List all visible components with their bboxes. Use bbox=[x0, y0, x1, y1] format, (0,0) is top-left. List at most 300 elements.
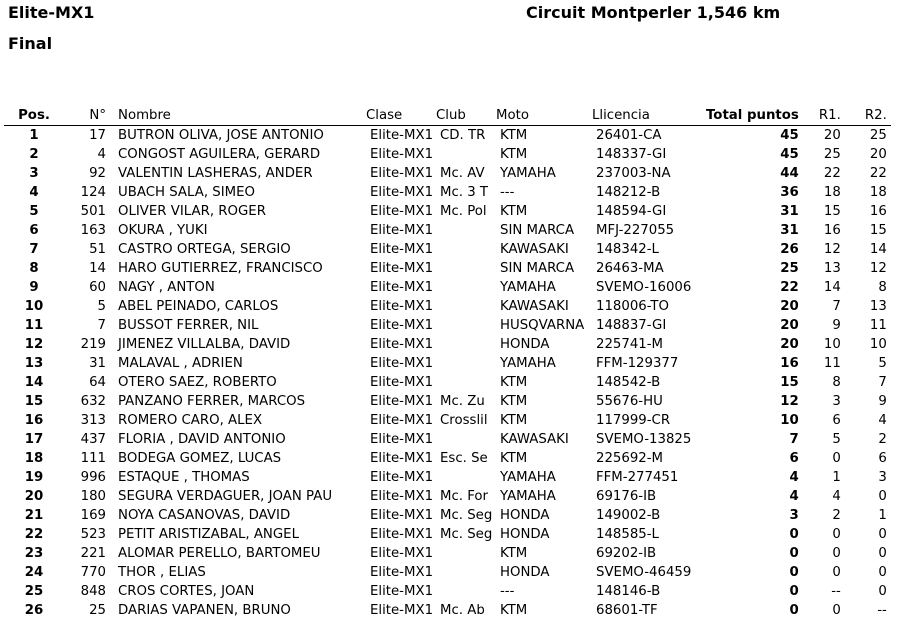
cell-num: 64 bbox=[89, 375, 106, 390]
cell-name: ALOMAR PERELLO, BARTOMEU bbox=[118, 546, 321, 561]
cell-pos: 25 bbox=[24, 584, 44, 599]
cell-pos: 5 bbox=[29, 204, 39, 219]
table-row bbox=[4, 392, 891, 411]
cell-name: DARIAS VAPANEN, BRUNO bbox=[118, 603, 291, 618]
cell-clase: Elite-MX1 bbox=[370, 394, 434, 409]
cell-r2: 8 bbox=[878, 280, 887, 295]
cell-pos: 13 bbox=[24, 356, 44, 371]
cell-num: 14 bbox=[89, 261, 106, 276]
col-licencia: Llicencia bbox=[592, 106, 706, 126]
cell-club: Mc. Ab bbox=[440, 603, 485, 618]
cell-licencia: 148585-L bbox=[596, 527, 659, 542]
cell-pos: 6 bbox=[29, 223, 39, 238]
cell-club bbox=[436, 468, 496, 487]
cell-licencia: SVEMO-46459 bbox=[596, 565, 692, 580]
cell-name: ROMERO CARO, ALEX bbox=[118, 413, 263, 428]
table-row bbox=[4, 449, 891, 468]
table-row bbox=[4, 506, 891, 525]
cell-r2: 20 bbox=[869, 147, 887, 162]
cell-club: CD. TR bbox=[440, 128, 486, 143]
cell-num: 124 bbox=[80, 185, 106, 200]
cell-pos: 14 bbox=[24, 375, 44, 390]
cell-r2: 0 bbox=[878, 584, 887, 599]
cell-moto: KTM bbox=[500, 603, 528, 618]
cell-club bbox=[436, 563, 496, 582]
cell-moto: --- bbox=[500, 185, 515, 200]
cell-total: 16 bbox=[780, 356, 799, 371]
cell-moto: YAMAHA bbox=[500, 166, 556, 181]
cell-clase: Elite-MX1 bbox=[370, 204, 434, 219]
cell-pos: 12 bbox=[24, 337, 44, 352]
cell-num: 60 bbox=[89, 280, 106, 295]
table-row bbox=[4, 411, 891, 430]
cell-total: 20 bbox=[780, 337, 799, 352]
col-name: Nombre bbox=[114, 106, 366, 126]
cell-total: 22 bbox=[780, 280, 799, 295]
cell-club bbox=[436, 240, 496, 259]
cell-r1: 0 bbox=[832, 527, 841, 542]
cell-licencia: 225692-M bbox=[596, 451, 664, 466]
cell-moto: YAMAHA bbox=[500, 489, 556, 504]
cell-club bbox=[436, 145, 496, 164]
results-table-header bbox=[4, 106, 891, 126]
cell-name: ESTAQUE , THOMAS bbox=[118, 470, 250, 485]
cell-name: BUTRON OLIVA, JOSE ANTONIO bbox=[118, 128, 324, 143]
cell-licencia: 148837-GI bbox=[596, 318, 667, 333]
cell-total: 4 bbox=[789, 470, 799, 485]
cell-licencia: 26463-MA bbox=[596, 261, 664, 276]
cell-total: 12 bbox=[780, 394, 799, 409]
cell-r1: 11 bbox=[823, 356, 841, 371]
cell-total: 45 bbox=[780, 128, 799, 143]
cell-r1: 5 bbox=[832, 432, 841, 447]
cell-licencia: 149002-B bbox=[596, 508, 661, 523]
cell-r2: 11 bbox=[869, 318, 887, 333]
cell-pos: 7 bbox=[29, 242, 39, 257]
cell-name: CROS CORTES, JOAN bbox=[118, 584, 255, 599]
cell-licencia: 148212-B bbox=[596, 185, 661, 200]
cell-total: 0 bbox=[789, 546, 799, 561]
col-club: Club bbox=[436, 106, 496, 126]
table-row bbox=[4, 601, 891, 620]
cell-moto: KTM bbox=[500, 204, 528, 219]
cell-pos: 19 bbox=[24, 470, 44, 485]
cell-club: Mc. Seg bbox=[440, 508, 493, 523]
cell-licencia: MFJ-227055 bbox=[596, 223, 675, 238]
cell-total: 45 bbox=[780, 147, 799, 162]
cell-moto: SIN MARCA bbox=[500, 223, 575, 238]
cell-num: 51 bbox=[89, 242, 106, 257]
cell-club bbox=[436, 297, 496, 316]
cell-num: 313 bbox=[80, 413, 106, 428]
cell-r1: 0 bbox=[832, 451, 841, 466]
cell-name: PETIT ARISTIZABAL, ANGEL bbox=[118, 527, 299, 542]
cell-club bbox=[436, 221, 496, 240]
cell-moto: --- bbox=[500, 584, 515, 599]
table-row bbox=[4, 221, 891, 240]
cell-total: 4 bbox=[789, 489, 799, 504]
cell-r1: 0 bbox=[832, 603, 841, 618]
cell-licencia: 117999-CR bbox=[596, 413, 671, 428]
cell-r1: 0 bbox=[832, 565, 841, 580]
cell-moto: YAMAHA bbox=[500, 280, 556, 295]
results-table-body bbox=[4, 126, 891, 621]
cell-name: CONGOST AGUILERA, GERARD bbox=[118, 147, 321, 162]
cell-total: 44 bbox=[780, 166, 799, 181]
cell-r2: 6 bbox=[878, 451, 887, 466]
cell-r1: 10 bbox=[823, 337, 841, 352]
cell-total: 20 bbox=[780, 318, 799, 333]
cell-licencia: 148594-GI bbox=[596, 204, 667, 219]
col-r2: R2. bbox=[845, 106, 891, 126]
circuit-title: Circuit Montperler 1,546 km bbox=[526, 3, 781, 22]
cell-r1: 13 bbox=[823, 261, 841, 276]
cell-moto: SIN MARCA bbox=[500, 261, 575, 276]
cell-clase: Elite-MX1 bbox=[370, 318, 434, 333]
cell-r1: 18 bbox=[823, 185, 841, 200]
cell-club bbox=[436, 373, 496, 392]
cell-clase: Elite-MX1 bbox=[370, 147, 434, 162]
cell-num: 17 bbox=[89, 128, 106, 143]
col-total: Total puntos bbox=[706, 106, 799, 126]
cell-r2: -- bbox=[877, 603, 887, 618]
cell-total: 0 bbox=[789, 565, 799, 580]
cell-num: 848 bbox=[80, 584, 106, 599]
cell-moto: YAMAHA bbox=[500, 356, 556, 371]
cell-clase: Elite-MX1 bbox=[370, 223, 434, 238]
cell-moto: KTM bbox=[500, 128, 528, 143]
table-row bbox=[4, 525, 891, 544]
cell-licencia: 118006-TO bbox=[596, 299, 669, 314]
cell-r1: 4 bbox=[832, 489, 841, 504]
cell-pos: 24 bbox=[24, 565, 44, 580]
table-row bbox=[4, 164, 891, 183]
cell-club: Mc. AV bbox=[440, 166, 485, 181]
cell-pos: 23 bbox=[24, 546, 44, 561]
cell-club bbox=[436, 430, 496, 449]
cell-pos: 26 bbox=[24, 603, 44, 618]
cell-num: 92 bbox=[89, 166, 106, 181]
cell-total: 0 bbox=[789, 603, 799, 618]
table-row bbox=[4, 316, 891, 335]
table-row bbox=[4, 487, 891, 506]
cell-r1: 7 bbox=[832, 299, 841, 314]
cell-name: UBACH SALA, SIMEO bbox=[118, 185, 255, 200]
cell-clase: Elite-MX1 bbox=[370, 299, 434, 314]
cell-r1: 16 bbox=[823, 223, 841, 238]
cell-r2: 22 bbox=[869, 166, 887, 181]
table-row bbox=[4, 354, 891, 373]
cell-r2: 14 bbox=[869, 242, 887, 257]
cell-clase: Elite-MX1 bbox=[370, 603, 434, 618]
cell-r2: 2 bbox=[878, 432, 887, 447]
cell-club: Crosslil bbox=[440, 413, 488, 428]
cell-name: ABEL PEINADO, CARLOS bbox=[118, 299, 279, 314]
cell-clase: Elite-MX1 bbox=[370, 242, 434, 257]
cell-pos: 16 bbox=[24, 413, 44, 428]
cell-licencia: SVEMO-13825 bbox=[596, 432, 692, 447]
cell-r2: 0 bbox=[878, 546, 887, 561]
table-row bbox=[4, 335, 891, 354]
cell-r2: 0 bbox=[878, 565, 887, 580]
cell-clase: Elite-MX1 bbox=[370, 185, 434, 200]
cell-pos: 9 bbox=[29, 280, 39, 295]
col-num: N° bbox=[64, 106, 114, 126]
cell-num: 111 bbox=[80, 451, 106, 466]
cell-moto: YAMAHA bbox=[500, 470, 556, 485]
cell-total: 7 bbox=[789, 432, 799, 447]
cell-licencia: 26401-CA bbox=[596, 128, 662, 143]
cell-clase: Elite-MX1 bbox=[370, 166, 434, 181]
cell-r1: 9 bbox=[832, 318, 841, 333]
cell-pos: 22 bbox=[24, 527, 44, 542]
cell-club: Mc. Seg bbox=[440, 527, 493, 542]
cell-club bbox=[436, 335, 496, 354]
col-clase: Clase bbox=[366, 106, 436, 126]
cell-name: OKURA , YUKI bbox=[118, 223, 208, 238]
cell-pos: 11 bbox=[24, 318, 44, 333]
cell-club: Mc. 3 T bbox=[440, 185, 489, 200]
cell-total: 26 bbox=[780, 242, 799, 257]
cell-num: 996 bbox=[80, 470, 106, 485]
cell-name: CASTRO ORTEGA, SERGIO bbox=[118, 242, 291, 257]
cell-r2: 0 bbox=[878, 527, 887, 542]
cell-licencia: 55676-HU bbox=[596, 394, 663, 409]
cell-club bbox=[436, 259, 496, 278]
cell-num: 219 bbox=[80, 337, 106, 352]
cell-r1: 14 bbox=[823, 280, 841, 295]
cell-total: 0 bbox=[789, 527, 799, 542]
table-row bbox=[4, 183, 891, 202]
cell-clase: Elite-MX1 bbox=[370, 128, 434, 143]
cell-r2: 1 bbox=[878, 508, 887, 523]
cell-moto: HONDA bbox=[500, 508, 550, 523]
cell-pos: 8 bbox=[29, 261, 39, 276]
cell-licencia: 237003-NA bbox=[596, 166, 671, 181]
cell-club: Mc. Zu bbox=[440, 394, 485, 409]
cell-club: Esc. Se bbox=[440, 451, 488, 466]
table-row bbox=[4, 126, 891, 146]
stage-title: Final bbox=[8, 34, 53, 53]
cell-club bbox=[436, 278, 496, 297]
cell-name: PANZANO FERRER, MARCOS bbox=[118, 394, 306, 409]
cell-total: 3 bbox=[789, 508, 799, 523]
cell-r1: 15 bbox=[823, 204, 841, 219]
cell-clase: Elite-MX1 bbox=[370, 527, 434, 542]
cell-name: OTERO SAEZ, ROBERTO bbox=[118, 375, 277, 390]
cell-r1: 6 bbox=[832, 413, 841, 428]
cell-total: 6 bbox=[789, 451, 799, 466]
cell-name: SEGURA VERDAGUER, JOAN PAU bbox=[118, 489, 333, 504]
cell-total: 36 bbox=[780, 185, 799, 200]
table-row bbox=[4, 544, 891, 563]
cell-moto: KAWASAKI bbox=[500, 299, 569, 314]
cell-r1: 20 bbox=[823, 128, 841, 143]
results-table bbox=[4, 106, 891, 620]
cell-total: 31 bbox=[780, 204, 799, 219]
cell-clase: Elite-MX1 bbox=[370, 508, 434, 523]
cell-num: 169 bbox=[80, 508, 106, 523]
cell-r2: 15 bbox=[869, 223, 887, 238]
cell-r1: 25 bbox=[823, 147, 841, 162]
cell-moto: KTM bbox=[500, 546, 528, 561]
header-row bbox=[4, 106, 891, 126]
cell-num: 31 bbox=[89, 356, 106, 371]
cell-r2: 18 bbox=[869, 185, 887, 200]
col-moto: Moto bbox=[496, 106, 592, 126]
cell-total: 31 bbox=[780, 223, 799, 238]
cell-moto: KTM bbox=[500, 451, 528, 466]
cell-total: 25 bbox=[780, 261, 799, 276]
cell-num: 221 bbox=[80, 546, 106, 561]
cell-clase: Elite-MX1 bbox=[370, 261, 434, 276]
cell-total: 20 bbox=[780, 299, 799, 314]
cell-name: BODEGA GOMEZ, LUCAS bbox=[118, 451, 282, 466]
cell-pos: 2 bbox=[29, 147, 39, 162]
cell-licencia: 68601-TF bbox=[596, 603, 658, 618]
cell-total: 0 bbox=[789, 584, 799, 599]
cell-licencia: 148146-B bbox=[596, 584, 661, 599]
table-row bbox=[4, 259, 891, 278]
table-row bbox=[4, 582, 891, 601]
cell-clase: Elite-MX1 bbox=[370, 337, 434, 352]
cell-club bbox=[436, 582, 496, 601]
cell-r2: 4 bbox=[878, 413, 887, 428]
cell-r1: 0 bbox=[832, 546, 841, 561]
col-r1: R1. bbox=[799, 106, 845, 126]
cell-clase: Elite-MX1 bbox=[370, 584, 434, 599]
cell-moto: KAWASAKI bbox=[500, 432, 569, 447]
cell-pos: 15 bbox=[24, 394, 44, 409]
cell-club bbox=[436, 544, 496, 563]
cell-licencia: SVEMO-16006 bbox=[596, 280, 692, 295]
cell-licencia: FFM-129377 bbox=[596, 356, 679, 371]
cell-club bbox=[436, 316, 496, 335]
cell-licencia: 225741-M bbox=[596, 337, 664, 352]
cell-num: 501 bbox=[80, 204, 106, 219]
cell-name: NAGY , ANTON bbox=[118, 280, 215, 295]
cell-clase: Elite-MX1 bbox=[370, 451, 434, 466]
cell-moto: KTM bbox=[500, 375, 528, 390]
cell-clase: Elite-MX1 bbox=[370, 432, 434, 447]
cell-clase: Elite-MX1 bbox=[370, 470, 434, 485]
cell-licencia: 148337-GI bbox=[596, 147, 667, 162]
table-row bbox=[4, 430, 891, 449]
cell-clase: Elite-MX1 bbox=[370, 356, 434, 371]
cell-licencia: 69202-IB bbox=[596, 546, 657, 561]
table-row bbox=[4, 373, 891, 392]
cell-pos: 17 bbox=[24, 432, 44, 447]
cell-pos: 4 bbox=[29, 185, 39, 200]
cell-name: JIMENEZ VILLALBA, DAVID bbox=[118, 337, 291, 352]
cell-pos: 10 bbox=[24, 299, 44, 314]
cell-clase: Elite-MX1 bbox=[370, 565, 434, 580]
cell-num: 770 bbox=[80, 565, 106, 580]
cell-pos: 20 bbox=[24, 489, 44, 504]
cell-moto: HONDA bbox=[500, 337, 550, 352]
cell-num: 632 bbox=[80, 394, 106, 409]
cell-club bbox=[436, 354, 496, 373]
cell-r2: 25 bbox=[869, 128, 887, 143]
cell-licencia: 148342-L bbox=[596, 242, 659, 257]
cell-moto: KTM bbox=[500, 147, 528, 162]
cell-r1: 12 bbox=[823, 242, 841, 257]
table-row bbox=[4, 468, 891, 487]
table-row bbox=[4, 202, 891, 221]
cell-r2: 12 bbox=[869, 261, 887, 276]
cell-name: VALENTIN LASHERAS, ANDER bbox=[118, 166, 313, 181]
cell-clase: Elite-MX1 bbox=[370, 375, 434, 390]
cell-r2: 16 bbox=[869, 204, 887, 219]
cell-r2: 7 bbox=[878, 375, 887, 390]
cell-num: 7 bbox=[97, 318, 106, 333]
cell-moto: KTM bbox=[500, 394, 528, 409]
cell-name: OLIVER VILAR, ROGER bbox=[118, 204, 266, 219]
cell-moto: KAWASAKI bbox=[500, 242, 569, 257]
col-pos: Pos. bbox=[4, 106, 64, 126]
cell-licencia: FFM-277451 bbox=[596, 470, 679, 485]
cell-licencia: 148542-B bbox=[596, 375, 661, 390]
cell-total: 15 bbox=[780, 375, 799, 390]
cell-r2: 10 bbox=[869, 337, 887, 352]
cell-name: HARO GUTIERREZ, FRANCISCO bbox=[118, 261, 323, 276]
cell-num: 25 bbox=[89, 603, 106, 618]
cell-r1: 3 bbox=[832, 394, 841, 409]
cell-pos: 3 bbox=[29, 166, 39, 181]
cell-pos: 18 bbox=[24, 451, 44, 466]
cell-r2: 13 bbox=[869, 299, 887, 314]
cell-clase: Elite-MX1 bbox=[370, 280, 434, 295]
cell-r2: 0 bbox=[878, 489, 887, 504]
cell-name: FLORIA , DAVID ANTONIO bbox=[118, 432, 286, 447]
cell-r2: 9 bbox=[878, 394, 887, 409]
cell-num: 163 bbox=[80, 223, 106, 238]
cell-club: Mc. Pol bbox=[440, 204, 487, 219]
cell-clase: Elite-MX1 bbox=[370, 489, 434, 504]
cell-num: 4 bbox=[97, 147, 106, 162]
cell-total: 10 bbox=[780, 413, 799, 428]
table-row bbox=[4, 145, 891, 164]
cell-name: NOYA CASANOVAS, DAVID bbox=[118, 508, 291, 523]
cell-clase: Elite-MX1 bbox=[370, 413, 434, 428]
cell-name: THOR , ELIAS bbox=[118, 565, 206, 580]
cell-pos: 21 bbox=[24, 508, 44, 523]
cell-name: MALAVAL , ADRIEN bbox=[118, 356, 243, 371]
table-row bbox=[4, 278, 891, 297]
cell-licencia: 69176-IB bbox=[596, 489, 657, 504]
cell-moto: HONDA bbox=[500, 565, 550, 580]
cell-num: 523 bbox=[80, 527, 106, 542]
cell-r2: 3 bbox=[878, 470, 887, 485]
cell-pos: 1 bbox=[29, 128, 39, 143]
cell-club: Mc. For bbox=[440, 489, 489, 504]
cell-clase: Elite-MX1 bbox=[370, 546, 434, 561]
category-title: Elite-MX1 bbox=[8, 3, 95, 22]
cell-r1: 1 bbox=[832, 470, 841, 485]
cell-r2: 5 bbox=[878, 356, 887, 371]
table-row bbox=[4, 297, 891, 316]
cell-r1: 8 bbox=[832, 375, 841, 390]
cell-moto: KTM bbox=[500, 413, 528, 428]
cell-r1: -- bbox=[831, 584, 841, 599]
cell-num: 437 bbox=[80, 432, 106, 447]
cell-moto: HONDA bbox=[500, 527, 550, 542]
cell-num: 180 bbox=[80, 489, 106, 504]
cell-moto: HUSQVARNA bbox=[500, 318, 585, 333]
table-row bbox=[4, 240, 891, 259]
cell-num: 5 bbox=[97, 299, 106, 314]
cell-r1: 22 bbox=[823, 166, 841, 181]
